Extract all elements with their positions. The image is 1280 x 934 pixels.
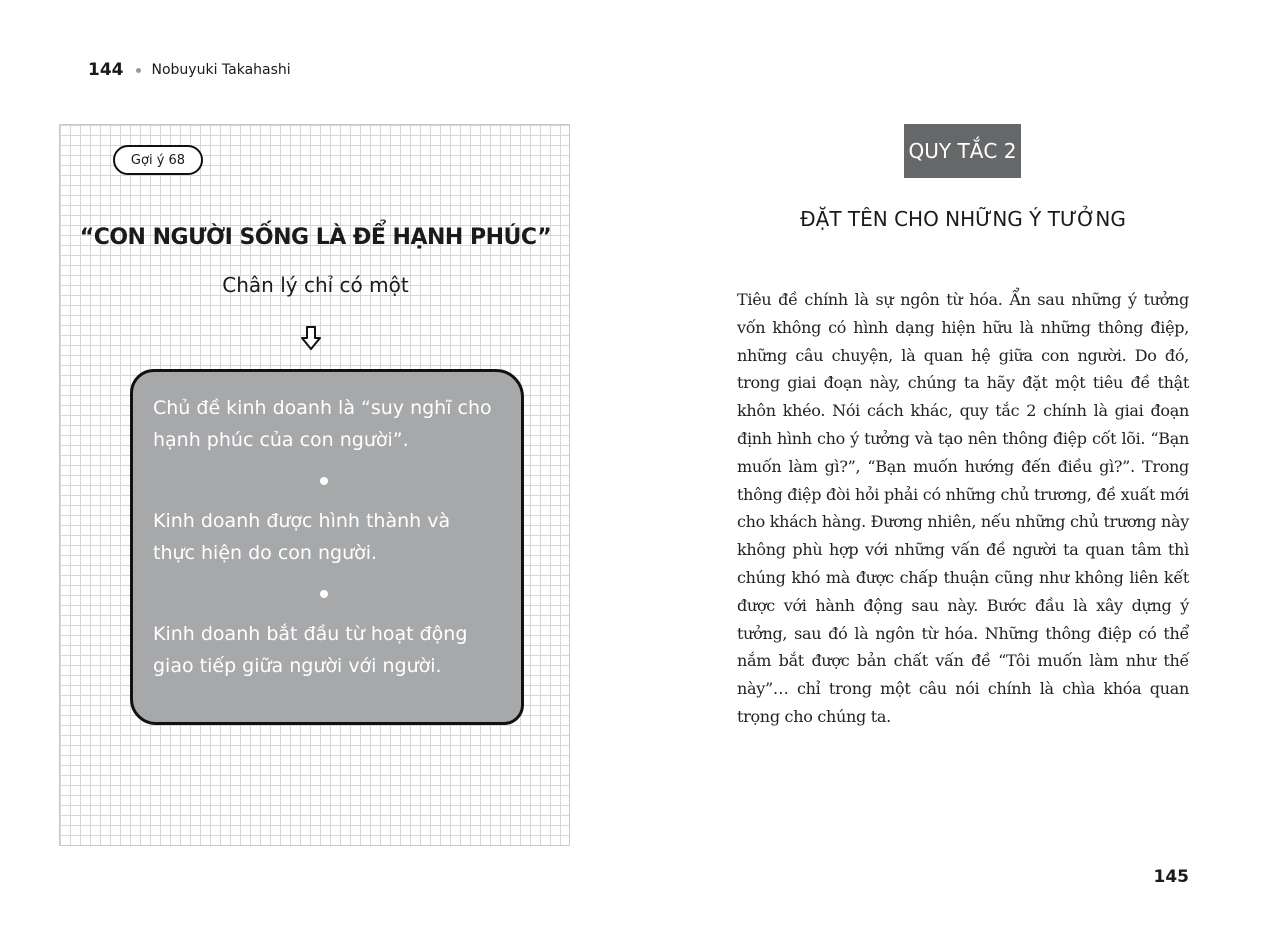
bullet-dot-icon [153,569,495,618]
rule-badge-label: QUY TẮC 2 [908,139,1017,163]
key-point-1: Chủ đề kinh doanh là “suy nghĩ cho hạnh phúc của con người”. [153,397,492,451]
running-header [88,58,291,82]
down-arrow-icon [300,325,322,351]
author-name: Nobuyuki Takahashi [151,62,291,78]
body-paragraph: Tiêu đề chính là sự ngôn từ hóa. Ẩn sau những ý tưởng vốn không có hình dạng hiện hữu là những thông điệp, những câu chuyện, là quan hệ giữa con người. Do đó, trong giai đoạn này, chúng ta hãy đặt một tiêu đề thật khôn khéo. Nói cách khác, quy tắc 2 chính là giai đoạn định hình cho ý tưởng và tạo nên thông điệp cốt lõi. “Bạn muốn làm gì?”, “Bạn muốn hướng đến điều gì?”. Trong thông điệp đòi hỏi phải có những chủ trương, đề xuất mới cho khách hàng. Đương nhiên, nếu những chủ trương này không phù hợp với những vấn đề người ta quan tâm thì chúng khó mà được chấp thuận cũng như không liên kết được với hành động sau này. Bước đầu là xây dựng ý tưởng, sau đó là ngôn từ hóa. Những thông điệp có thể nắm bắt được bản chất vấn đề “Tôi muốn làm như thế này”… chỉ trong một câu nói chính là chìa khóa quan trọng cho chúng ta. [737,290,1189,726]
rule-title: ĐẶT TÊN CHO NHỮNG Ý TƯỞNG [800,207,1126,231]
key-point-2: Kinh doanh được hình thành và thực hiện do con người. [153,510,451,564]
rule-badge [904,124,1021,178]
quote-subtitle: Chân lý chỉ có một [222,273,409,297]
page-number-left: 144 [88,60,124,80]
grid-illustration-panel [59,124,570,846]
hint-tag [113,145,203,175]
page-number-right: 145 [1153,867,1189,887]
key-points-box [130,369,524,725]
hint-label: Gợi ý 68 [130,152,186,168]
key-point-3: Kinh doanh bắt đầu từ hoạt động giao tiếp giữa người với người. [153,623,468,677]
separator-dot-icon [136,68,141,73]
quote-title: “CON NGƯỜI SỐNG LÀ ĐỂ HẠNH PHÚC” [79,225,552,250]
bullet-dot-icon [153,456,495,505]
